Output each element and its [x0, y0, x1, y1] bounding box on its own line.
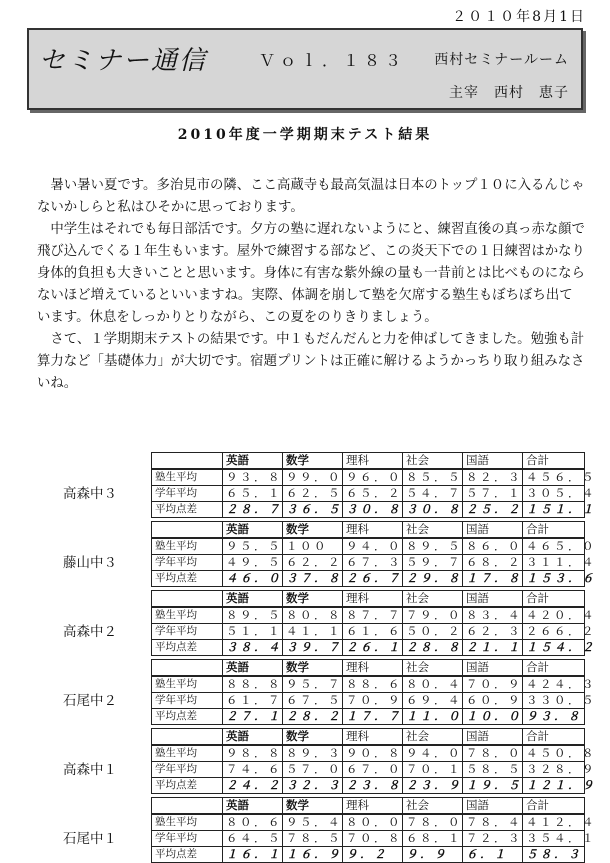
- table-row: [152, 640, 585, 656]
- score-cell: ３８．４: [223, 640, 283, 656]
- score-cell: ６０．９: [463, 693, 523, 709]
- paragraph: さて、１学期期末テストの結果です。中１もだんだんと力を伸ばしてきました。勉強も計算力など「基礎体力」が大切です。宿題プリントは正確に解けるようかっちり取り組みなさいね。: [37, 332, 585, 391]
- row-label: 学年平均: [152, 555, 223, 571]
- newsletter-header: [27, 28, 583, 110]
- score-cell: ３７．８: [283, 571, 343, 587]
- score-cell: ６７．３: [343, 555, 403, 571]
- row-label: 塾生平均: [152, 607, 223, 624]
- score-cell: ２４．２: [223, 778, 283, 794]
- header-blank-cell: [152, 591, 223, 608]
- row-label: 平均点差: [152, 847, 223, 863]
- subject-header: 合計: [523, 729, 585, 746]
- score-cell: ７８．０: [463, 745, 523, 762]
- subject-header-row: [152, 522, 585, 539]
- score-cell: ５１．１: [223, 624, 283, 640]
- row-label: 学年平均: [152, 831, 223, 847]
- row-label: 塾生平均: [152, 469, 223, 486]
- subject-header: 合計: [523, 453, 585, 470]
- score-cell: ９９．０: [283, 469, 343, 486]
- row-label: 平均点差: [152, 502, 223, 518]
- school-label: 高森中２: [63, 624, 117, 640]
- score-cell: ７４．６: [223, 762, 283, 778]
- score-table: [151, 728, 596, 794]
- subject-header: 英語: [223, 729, 283, 746]
- score-cell: ８５．５: [403, 469, 463, 486]
- score-cell: ２６．１: [343, 640, 403, 656]
- score-cell: ９５．５: [223, 538, 283, 555]
- score-table: [151, 521, 596, 587]
- score-cell: １２１．９: [523, 778, 585, 794]
- score-cell: ６．１: [463, 847, 523, 863]
- score-cell: ５０．２: [403, 624, 463, 640]
- score-cell: ２３．９: [403, 778, 463, 794]
- subject-header: 英語: [223, 453, 283, 470]
- row-label: 塾生平均: [152, 676, 223, 693]
- table-row: [152, 814, 585, 831]
- subject-header: 合計: [523, 660, 585, 677]
- subject-header: 理科: [343, 798, 403, 815]
- score-cell: ７０．１: [403, 762, 463, 778]
- table-row: [152, 624, 585, 640]
- score-cell: ８９．５: [223, 607, 283, 624]
- paragraph: 暑い暑い夏です。多治見市の隣、ここ高蔵寺も最高気温は日本のトップ１０に入るんじゃないかしらと私はひそかに思っております。: [37, 178, 585, 215]
- score-cell: １７．７: [343, 709, 403, 725]
- score-cell: ６２．２: [283, 555, 343, 571]
- score-cell: ７８．４: [463, 814, 523, 831]
- score-cell: ４２４．３: [523, 676, 585, 693]
- subject-header: 理科: [343, 660, 403, 677]
- score-cell: ５９．７: [403, 555, 463, 571]
- subject-header: 理科: [343, 729, 403, 746]
- score-cell: ８９．３: [283, 745, 343, 762]
- header-blank-cell: [152, 729, 223, 746]
- score-cell: ４１．１: [283, 624, 343, 640]
- score-cell: ２８．２: [283, 709, 343, 725]
- score-cell: １７．８: [463, 571, 523, 587]
- score-cell: ２６６．２: [523, 624, 585, 640]
- score-cell: ６９．４: [403, 693, 463, 709]
- subject-header: 国語: [463, 591, 523, 608]
- score-cell: ４９．５: [223, 555, 283, 571]
- score-table: [151, 797, 596, 863]
- table-row: [152, 847, 585, 863]
- subject-header: 国語: [463, 453, 523, 470]
- score-cell: ８９．５: [403, 538, 463, 555]
- score-cell: ８８．６: [343, 676, 403, 693]
- score-cell: ３９．７: [283, 640, 343, 656]
- table-row: [152, 502, 585, 518]
- row-label: 学年平均: [152, 624, 223, 640]
- subject-header: 理科: [343, 453, 403, 470]
- subject-header: 社会: [403, 660, 463, 677]
- score-cell: ９．９: [403, 847, 463, 863]
- row-label: 学年平均: [152, 693, 223, 709]
- score-cell: １９．５: [463, 778, 523, 794]
- score-cell: ３０５．４: [523, 486, 585, 502]
- score-cell: ７８．０: [403, 814, 463, 831]
- subject-header: 社会: [403, 522, 463, 539]
- issue-date: ２０１０年8月1日: [452, 9, 586, 25]
- score-table: [151, 590, 596, 656]
- organization-name: 西村セミナールーム: [434, 52, 569, 68]
- score-cell: １６．９: [283, 847, 343, 863]
- subject-header-row: [152, 798, 585, 815]
- score-cell: ２３．８: [343, 778, 403, 794]
- school-label: 高森中３: [63, 486, 117, 502]
- score-cell: ３５４．１: [523, 831, 585, 847]
- subject-header: 国語: [463, 660, 523, 677]
- score-cell: ３２８．９: [523, 762, 585, 778]
- newsletter-title: セミナー通信: [39, 46, 208, 76]
- document-title: 2010年度一学期期末テスト結果: [177, 127, 433, 143]
- row-label: 平均点差: [152, 709, 223, 725]
- score-cell: ２１．１: [463, 640, 523, 656]
- score-cell: ８７．７: [343, 607, 403, 624]
- score-cell: ６５．２: [343, 486, 403, 502]
- score-cell: ５７．１: [463, 486, 523, 502]
- score-cell: ２８．８: [403, 640, 463, 656]
- score-cell: ６８．１: [403, 831, 463, 847]
- score-cell: ２８．７: [223, 502, 283, 518]
- subject-header: 英語: [223, 798, 283, 815]
- score-cell: ６１．７: [223, 693, 283, 709]
- score-cell: ６７．５: [283, 693, 343, 709]
- score-cell: ６８．２: [463, 555, 523, 571]
- score-cell: ８０．８: [283, 607, 343, 624]
- subject-header-row: [152, 591, 585, 608]
- subject-header: 社会: [403, 453, 463, 470]
- subject-header: 国語: [463, 522, 523, 539]
- row-label: 塾生平均: [152, 538, 223, 555]
- row-label: 平均点差: [152, 640, 223, 656]
- score-cell: ８３．４: [463, 607, 523, 624]
- score-cell: ５８．５: [463, 762, 523, 778]
- score-cell: ６７．０: [343, 762, 403, 778]
- score-cell: ７０．８: [343, 831, 403, 847]
- subject-header: 数学: [283, 453, 343, 470]
- paragraph: 中学生はそれでも毎日部活です。夕方の塾に遅れないようにと、練習直後の真っ赤な顔で飛び込んでくる１年生もいます。屋外で練習する部など、この炎天下での１日練習はかなり身体的負担も大きいことと思います。身体に有害な紫外線の量も一昔前とは比べものにならないほど増えているといいますね。実際、体調を崩して塾を欠席する塾生もぼちぼち出ています。休息をしっかりとりながら、この夏をのりきりましょう。: [37, 222, 585, 325]
- score-cell: ９４．０: [403, 745, 463, 762]
- table-row: [152, 676, 585, 693]
- table-row: [152, 555, 585, 571]
- subject-header: 理科: [343, 591, 403, 608]
- score-cell: ４５６．５: [523, 469, 585, 486]
- subject-header: 社会: [403, 798, 463, 815]
- score-table: [151, 659, 596, 725]
- score-cell: ２９．８: [403, 571, 463, 587]
- row-label: 平均点差: [152, 571, 223, 587]
- score-cell: ９５．７: [283, 676, 343, 693]
- score-cell: ４６５．０: [523, 538, 585, 555]
- host-name: 主宰 西村 恵子: [449, 85, 569, 101]
- score-cell: ８０．４: [403, 676, 463, 693]
- subject-header: 数学: [283, 798, 343, 815]
- score-cell: ９６．０: [343, 469, 403, 486]
- subject-header: 数学: [283, 522, 343, 539]
- volume-number: Ｖｏｌ．１８３: [259, 51, 407, 70]
- subject-header: 合計: [523, 591, 585, 608]
- score-cell: １５１．１: [523, 502, 585, 518]
- score-cell: ７８．５: [283, 831, 343, 847]
- score-cell: ７２．３: [463, 831, 523, 847]
- school-label: 高森中１: [63, 762, 117, 778]
- subject-header: 社会: [403, 729, 463, 746]
- score-cell: １０．０: [463, 709, 523, 725]
- score-cell: １６．１: [223, 847, 283, 863]
- score-cell: ４２０．４: [523, 607, 585, 624]
- score-cell: ８２．３: [463, 469, 523, 486]
- score-cell: １５３．６: [523, 571, 585, 587]
- subject-header-row: [152, 729, 585, 746]
- header-blank-cell: [152, 522, 223, 539]
- table-row: [152, 607, 585, 624]
- score-cell: ７０．９: [463, 676, 523, 693]
- score-cell: ６４．５: [223, 831, 283, 847]
- score-cell: ３１１．４: [523, 555, 585, 571]
- score-cell: ７０．９: [343, 693, 403, 709]
- subject-header: 理科: [343, 522, 403, 539]
- score-cell: ２５．２: [463, 502, 523, 518]
- header-blank-cell: [152, 453, 223, 470]
- score-cell: ３３０．５: [523, 693, 585, 709]
- score-cell: ７９．０: [403, 607, 463, 624]
- score-cell: ８０．６: [223, 814, 283, 831]
- table-row: [152, 571, 585, 587]
- score-cell: ９．２: [343, 847, 403, 863]
- subject-header: 合計: [523, 522, 585, 539]
- school-label: 石尾中１: [63, 831, 117, 847]
- score-cell: ９５．４: [283, 814, 343, 831]
- row-label: 平均点差: [152, 778, 223, 794]
- subject-header: 英語: [223, 660, 283, 677]
- score-cell: １１．０: [403, 709, 463, 725]
- table-row: [152, 469, 585, 486]
- score-table: [151, 452, 596, 518]
- school-label: 石尾中２: [63, 693, 117, 709]
- score-cell: ８８．８: [223, 676, 283, 693]
- table-row: [152, 693, 585, 709]
- subject-header-row: [152, 453, 585, 470]
- row-label: 学年平均: [152, 486, 223, 502]
- row-label: 学年平均: [152, 762, 223, 778]
- score-cell: ９８．８: [223, 745, 283, 762]
- subject-header: 数学: [283, 591, 343, 608]
- table-row: [152, 538, 585, 555]
- subject-header: 国語: [463, 729, 523, 746]
- score-cell: ２７．１: [223, 709, 283, 725]
- subject-header: 社会: [403, 591, 463, 608]
- subject-header-row: [152, 660, 585, 677]
- score-cell: ９４．０: [343, 538, 403, 555]
- score-cell: ４５０．８: [523, 745, 585, 762]
- subject-header: 数学: [283, 729, 343, 746]
- row-label: 塾生平均: [152, 745, 223, 762]
- score-cell: ３６．５: [283, 502, 343, 518]
- score-cell: ６１．６: [343, 624, 403, 640]
- table-row: [152, 486, 585, 502]
- subject-header: 国語: [463, 798, 523, 815]
- score-cell: ６２．５: [283, 486, 343, 502]
- subject-header: 英語: [223, 591, 283, 608]
- score-cell: ９３．８: [523, 709, 585, 725]
- score-cell: ８６．０: [463, 538, 523, 555]
- score-cell: ８０．０: [343, 814, 403, 831]
- subject-header: 英語: [223, 522, 283, 539]
- score-cell: １００: [283, 538, 343, 555]
- header-blank-cell: [152, 660, 223, 677]
- subject-header: 数学: [283, 660, 343, 677]
- score-cell: ３０．８: [343, 502, 403, 518]
- table-row: [152, 745, 585, 762]
- score-cell: ２６．７: [343, 571, 403, 587]
- score-cell: ６２．３: [463, 624, 523, 640]
- score-cell: ５７．０: [283, 762, 343, 778]
- header-blank-cell: [152, 798, 223, 815]
- score-cell: ５４．７: [403, 486, 463, 502]
- body-text: [37, 175, 585, 395]
- table-row: [152, 831, 585, 847]
- score-cell: ３０．８: [403, 502, 463, 518]
- score-cell: ４６．０: [223, 571, 283, 587]
- row-label: 塾生平均: [152, 814, 223, 831]
- table-row: [152, 709, 585, 725]
- score-cell: ６５．１: [223, 486, 283, 502]
- score-cell: １５４．２: [523, 640, 585, 656]
- score-cell: ３２．３: [283, 778, 343, 794]
- score-cell: ４１２．４: [523, 814, 585, 831]
- table-row: [152, 762, 585, 778]
- subject-header: 合計: [523, 798, 585, 815]
- school-label: 藤山中３: [63, 555, 117, 571]
- score-cell: ９３．８: [223, 469, 283, 486]
- score-cell: ５８．３: [523, 847, 585, 863]
- table-row: [152, 778, 585, 794]
- score-cell: ９０．８: [343, 745, 403, 762]
